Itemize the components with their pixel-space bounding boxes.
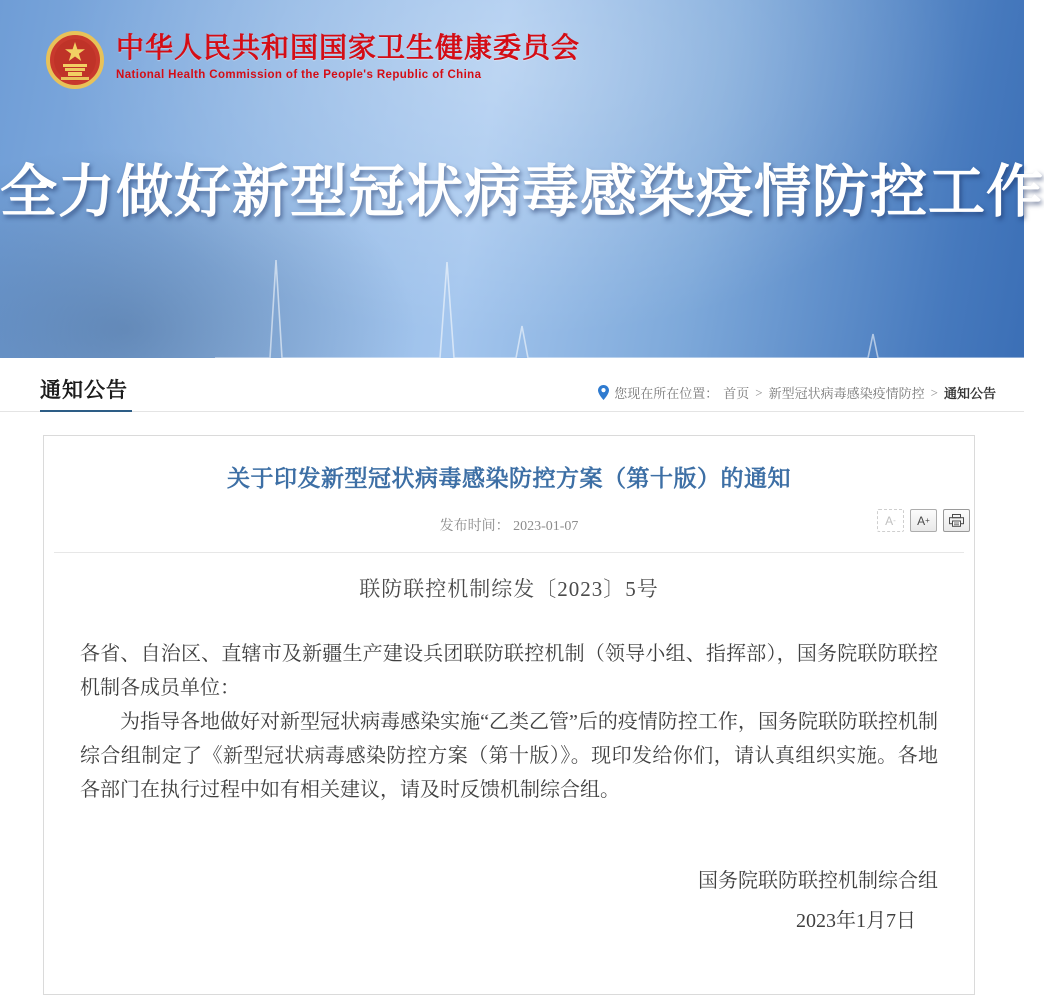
article-toolbar	[877, 509, 970, 532]
breadcrumb-separator: >	[755, 384, 763, 400]
print-button[interactable]	[943, 509, 970, 532]
signature-block	[80, 861, 938, 941]
breadcrumb-home[interactable]: 首页	[723, 386, 750, 401]
breadcrumb	[598, 383, 996, 411]
document-number: 联防联控机制综发〔2023〕5号	[359, 577, 659, 601]
font-smaller-button[interactable]: A -	[877, 509, 904, 532]
publish-date-label: 发布时间：	[439, 519, 510, 534]
article-body	[80, 637, 938, 807]
section-title: 通知公告	[40, 358, 132, 412]
section-bar	[0, 358, 1024, 412]
paragraph: 各省、自治区、直辖市及新疆生产建设兵团联防联控机制（领导小组、指挥部），国务院联防联控机制各成员单位：	[80, 643, 938, 699]
site-logo[interactable]	[46, 30, 580, 90]
org-name-en: National Health Commission of the People's Republic of China	[116, 69, 482, 82]
paragraph: 为指导各地做好对新型冠状病毒感染实施“乙类乙管”后的疫情防控工作，国务院联防联控机制综合组制定了《新型冠状病毒感染防控方案（第十版）》。现印发给你们，请认真组织实施。各地各部门在执行过程中如有相关建议，请及时反馈机制综合组。	[80, 711, 938, 801]
article-container	[43, 435, 975, 995]
breadcrumb-category[interactable]: 新型冠状病毒感染疫情防控	[768, 386, 925, 401]
signature-date: 2023年1月7日	[796, 910, 916, 932]
breadcrumb-separator: >	[930, 384, 938, 400]
org-name-cn: 中华人民共和国国家卫生健康委员会	[116, 32, 581, 63]
site-banner	[0, 0, 1044, 358]
article-title: 关于印发新型冠状病毒感染防控方案（第十版）的通知	[227, 466, 791, 491]
printer-icon	[949, 514, 964, 527]
ecg-line-decoration	[0, 248, 1024, 358]
font-larger-button[interactable]: A +	[910, 509, 937, 532]
breadcrumb-prefix: 您现在所在位置：	[614, 386, 719, 401]
title-divider	[54, 552, 964, 553]
signature-org: 国务院联防联控机制综合组	[698, 870, 938, 892]
publish-date-value: 2023-01-07	[513, 519, 579, 534]
national-emblem-icon	[46, 30, 104, 90]
breadcrumb-current: 通知公告	[943, 386, 996, 401]
location-pin-icon	[598, 385, 609, 400]
banner-slogan: 全力做好新型冠状病毒感染疫情防控工作	[0, 160, 1044, 224]
publish-date-row	[80, 515, 938, 535]
